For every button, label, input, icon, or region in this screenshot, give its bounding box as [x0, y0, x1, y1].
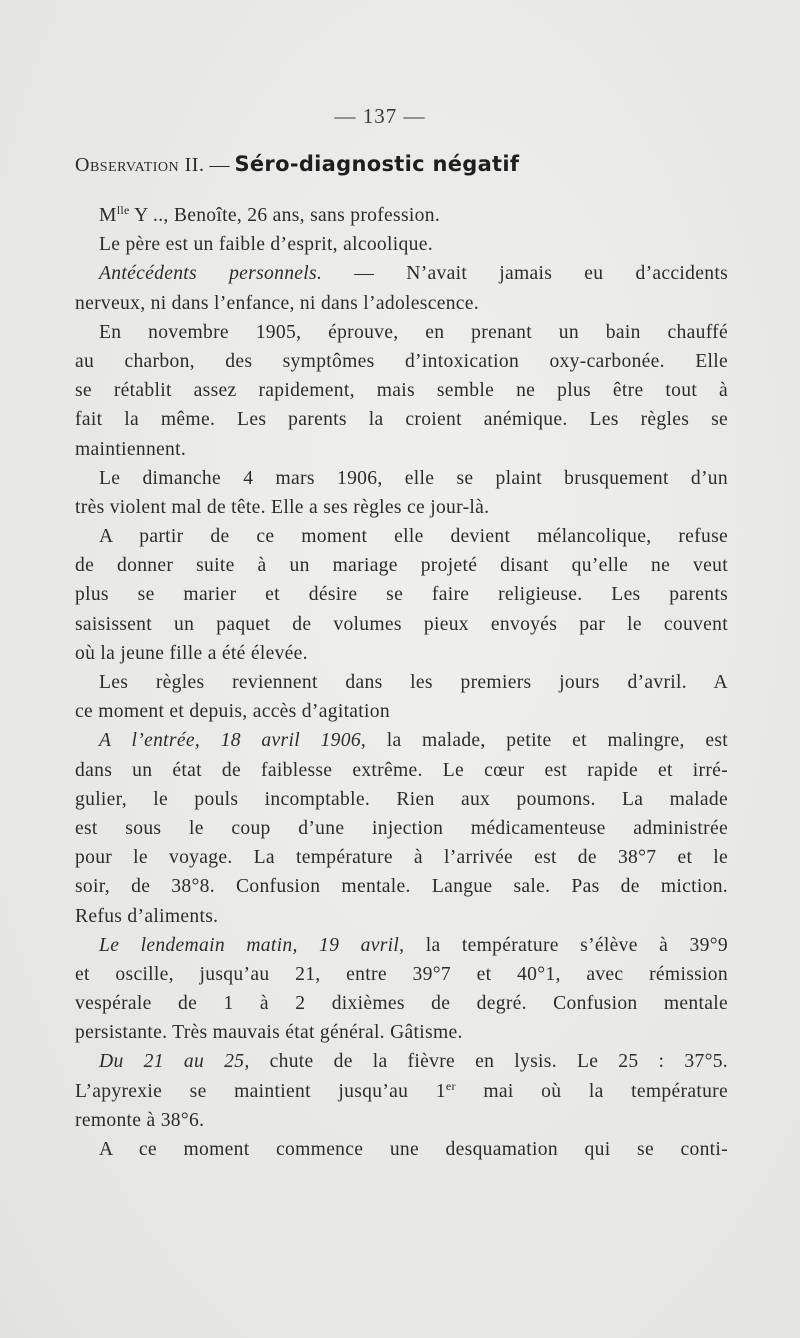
- text-line: Le dimanche 4 mars 1906, elle se plaint brusquement d’un: [99, 467, 728, 489]
- text-line: gulier, le pouls incomptable. Rien aux poumons. La malade: [75, 788, 728, 810]
- text-line: ce moment et depuis, accès d’agitation: [75, 701, 390, 723]
- text-line: A partir de ce moment elle devient mélancolique, refuse: [99, 526, 728, 548]
- text-line: remonte à 38°6.: [75, 1109, 205, 1131]
- text-line: plus se marier et désire se faire religieuse. Les parents: [75, 584, 728, 606]
- text-line: pour le voyage. La température à l’arrivée est de 38°7 et le: [75, 847, 728, 869]
- line-30-italic: Du 21 au 25,: [99, 1051, 250, 1073]
- text-line: est sous le coup d’une injection médicamenteuse administrée: [75, 817, 728, 839]
- line-31-sup: er: [445, 1078, 456, 1093]
- text-line: au charbon, des symptômes d’intoxication oxy-carbonée. Elle: [75, 350, 728, 372]
- line-31-pre: L’apyrexie se maintient jusqu’au 1: [75, 1080, 446, 1102]
- line-1-sup: lle: [116, 203, 130, 217]
- text-line: Le père est un faible d’esprit, alcoolique.: [99, 234, 433, 256]
- line-26-italic: Le lendemain matin, 19 avril,: [99, 934, 405, 956]
- text-line: où la jeune fille a été élevée.: [75, 642, 308, 664]
- text-line: En novembre 1905, éprouve, en prenant un bain chauffé: [99, 321, 728, 343]
- body-text: [75, 201, 728, 1164]
- line-26-rest: la température s’élève à 39°9: [404, 934, 728, 956]
- line-1-post: Y .., Benoîte, 26 ans, sans profession.: [129, 205, 441, 226]
- text-line: [75, 1047, 728, 1076]
- line-31-post: mai où la température: [455, 1080, 728, 1102]
- text-line: persistante. Très mauvais état général. Gâtisme.: [75, 1022, 463, 1044]
- text-line: soir, de 38°8. Confusion mentale. Langue sale. Pas de miction.: [75, 876, 728, 898]
- text-line: vespérale de 1 à 2 dixièmes de degré. Confusion mentale: [75, 993, 728, 1015]
- line-3-italic: Antécédents personnels.: [99, 263, 323, 285]
- text-line: saisissent un paquet de volumes pieux envoyés par le couvent: [75, 613, 728, 635]
- heading-dash: —: [209, 154, 230, 176]
- text-line: et oscille, jusqu’au 21, entre 39°7 et 40°1, avec rémission: [75, 963, 728, 985]
- line-19-rest: la malade, petite et malingre, est: [366, 730, 728, 752]
- text-line: Refus d’aliments.: [75, 905, 219, 927]
- text-line: se rétablit assez rapidement, mais semble ne plus être tout à: [75, 380, 728, 402]
- line-19-italic: A l’entrée, 18 avril 1906,: [99, 730, 367, 752]
- text-line: A ce moment commence une desquamation qui se conti-: [99, 1139, 728, 1160]
- text-line: [75, 259, 728, 288]
- line-3-rest: — N’avait jamais eu d’accidents: [322, 263, 728, 285]
- text-line: très violent mal de tête. Elle a ses règles ce jour-là.: [75, 496, 490, 518]
- line-1-pre: M: [99, 205, 117, 226]
- text-line: [75, 931, 728, 960]
- observation-label: Observation II.: [75, 154, 205, 176]
- line-30-rest: chute de la fièvre en lysis. Le 25 : 37°5.: [249, 1051, 728, 1073]
- text-line: dans un état de faiblesse extrême. Le cœur est rapide et irré-: [75, 759, 728, 781]
- text-line: [75, 726, 728, 755]
- observation-heading: [75, 152, 735, 177]
- observation-title: Séro-diagnostic négatif: [234, 152, 520, 176]
- text-line: Les règles reviennent dans les premiers jours d’avril. A: [99, 672, 728, 693]
- text-line: [75, 1077, 728, 1106]
- text-line: de donner suite à un mariage projeté disant qu’elle ne veut: [75, 555, 728, 577]
- text-line: fait la même. Les parents la croient anémique. Les règles se: [75, 409, 728, 431]
- text-line: maintiennent.: [75, 438, 187, 460]
- text-line: nerveux, ni dans l’enfance, ni dans l’adolescence.: [75, 292, 479, 314]
- page-number: — 137 —: [334, 104, 426, 128]
- text-line: [75, 201, 728, 230]
